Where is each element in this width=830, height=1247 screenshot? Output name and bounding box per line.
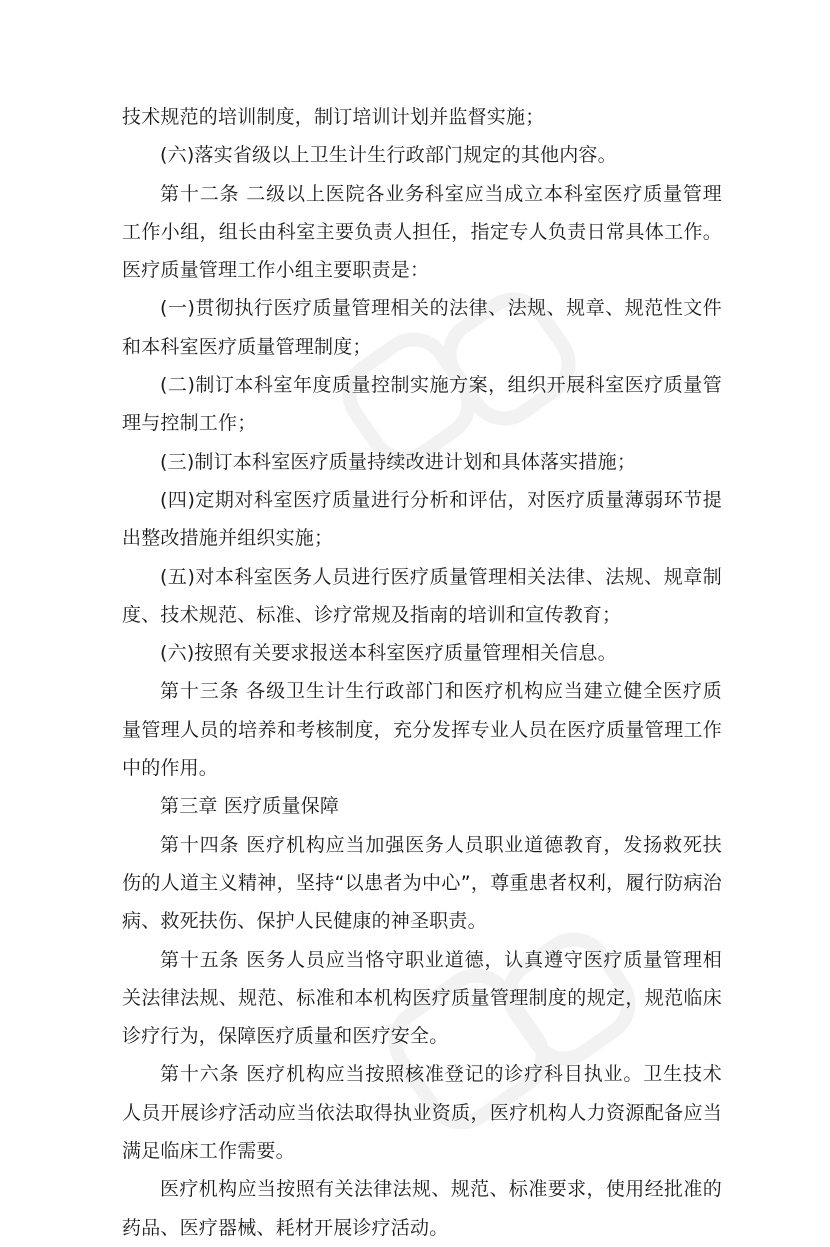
paragraph-article-13: 第十三条 各级卫生计生行政部门和医疗机构应当建立健全医疗质量管理人员的培养和考核制度，充分发挥专业人员在医疗质量管理工作中的作用。: [122, 680, 722, 780]
chapter-heading: 第三章 医疗质量保障: [160, 795, 340, 818]
paragraph-article-16: 第十六条 医疗机构应当按照核准登记的诊疗科目执业。卫生技术人员开展诊疗活动应当依法取得执业资质，医疗机构人力资源配备应当满足临床工作需要。: [122, 1063, 722, 1163]
paragraph-article-15: 第十五条 医务人员应当恪守职业道德，认真遵守医疗质量管理相关法律法规、规范、标准和本机构医疗质量管理制度的规定，规范临床诊疗行为，保障医疗质量和医疗安全。: [122, 948, 722, 1048]
paragraph-article-12: 第十二条 二级以上医院各业务科室应当成立本科室医疗质量管理工作小组，组长由科室主要负责人担任，指定专人负责日常具体工作。医疗质量管理工作小组主要职责是：: [122, 182, 722, 282]
paragraph-item-4: (四)定期对科室医疗质量进行分析和评估，对医疗质量薄弱环节提出整改措施并组织实施；: [122, 488, 722, 550]
paragraph-item-3: (三)制订本科室医疗质量持续改进计划和具体落实措施；: [160, 450, 637, 473]
paragraph-item-6-provincial: (六)落实省级以上卫生计生行政部门规定的其他内容。: [160, 144, 617, 167]
paragraph-item-5: (五)对本科室医务人员进行医疗质量管理相关法律、法规、规章制度、技术规范、标准、诊疗常规及指南的培训和宣传教育；: [122, 565, 722, 626]
paragraph-continuation: 技术规范的培训制度，制订培训计划并监督实施；: [122, 106, 545, 128]
paragraph-article-16-cont: 医疗机构应当按照有关法律法规、规范、标准要求，使用经批准的药品、医疗器械、耗材开展诊疗活动。: [122, 1178, 722, 1239]
paragraph-item-1: (一)贯彻执行医疗质量管理相关的法律、法规、规章、规范性文件和本科室医疗质量管理制度；: [122, 297, 722, 358]
paragraph-article-14: 第十四条 医疗机构应当加强医务人员职业道德教育，发扬救死扶伤的人道主义精神，坚持“以患者为中心”，尊重患者权利，履行防病治病、救死扶伤、保护人民健康的神圣职责。: [122, 833, 722, 933]
document-body: [122, 98, 722, 1247]
paragraph-item-2: (二)制订本科室年度质量控制实施方案，组织开展科室医疗质量管理与控制工作；: [122, 374, 722, 435]
paragraph-item-6: (六)按照有关要求报送本科室医疗质量管理相关信息。: [160, 642, 617, 665]
